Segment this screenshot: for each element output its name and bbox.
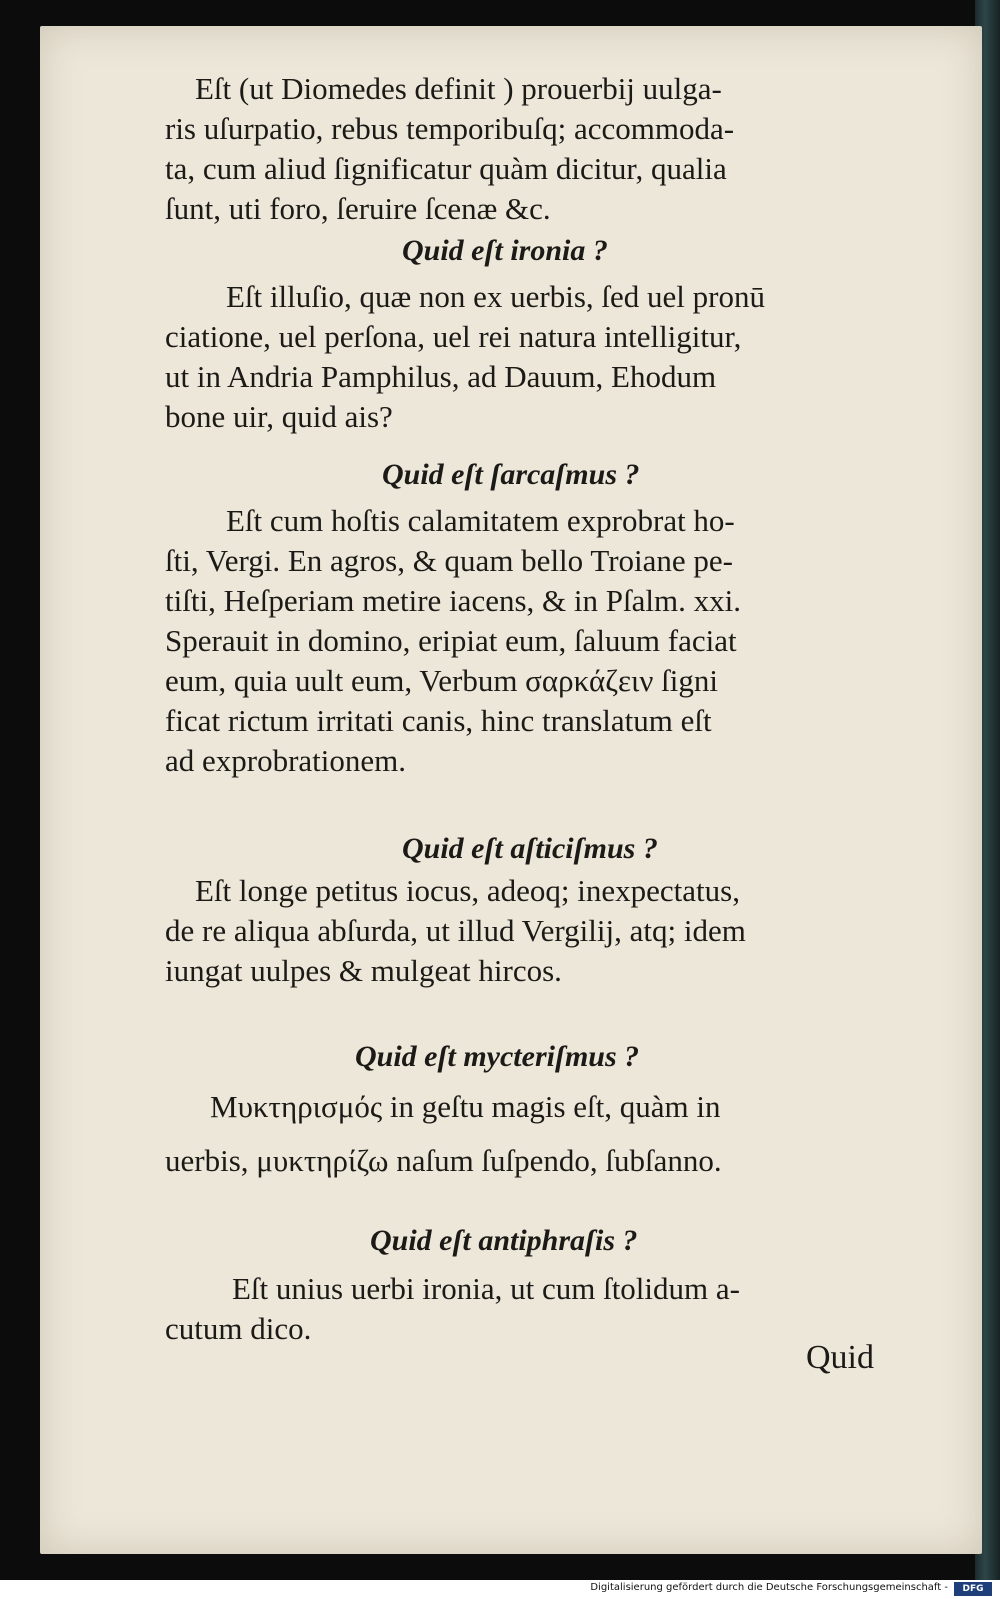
text-line: eum, quia uult eum, Verbum σαρκάζειν ſigni [165, 663, 718, 698]
text-line: Μυκτηρισμός in geſtu magis eſt, quàm in [210, 1089, 721, 1124]
text-line: Eſt unius uerbi ironia, ut cum ſtolidum a- [232, 1271, 740, 1306]
digitization-footer [0, 1580, 1000, 1599]
text-line: Eſt illuſio, quæ non ex uerbis, ſed uel pronū [226, 279, 765, 314]
section-heading-sarcasmus: Quid eſt ſarcaſmus ? [382, 458, 640, 491]
text-line: Sperauit in domino, eripiat eum, ſaluum faciat [165, 623, 737, 658]
catchword: Quid [806, 1339, 874, 1376]
text-line: de re aliqua abſurda, ut illud Vergilij, atq; idem [165, 913, 746, 948]
text-line: ta, cum aliud ſignificatur quàm dicitur, qualia [165, 151, 727, 186]
text-line: Eſt longe petitus iocus, adeoq; inexpectatus, [195, 873, 740, 908]
text-line: ciatione, uel perſona, uel rei natura intelligitur, [165, 319, 742, 354]
text-line: ut in Andria Pamphilus, ad Dauum, Ehodum [165, 359, 717, 394]
text-line: bone uir, quid ais? [165, 399, 393, 434]
text-line: ris uſurpatio, rebus temporibuſq; accommoda- [165, 111, 735, 146]
text-line: ſunt, uti foro, ſeruire ſcenæ &c. [165, 191, 551, 226]
text-line: iungat uulpes & mulgeat hircos. [165, 953, 562, 988]
section-heading-mycterismus: Quid eſt mycteriſmus ? [355, 1040, 640, 1073]
book-page [40, 26, 982, 1554]
text-line: Eſt (ut Diomedes definit ) prouerbij uulga- [195, 71, 722, 106]
section-heading-antiphrasis: Quid eſt antiphraſis ? [370, 1224, 638, 1257]
section-heading-ironia: Quid eſt ironia ? [402, 234, 608, 267]
text-line: Eſt cum hoſtis calamitatem exprobrat ho- [226, 503, 735, 538]
text-line: ficat rictum irritati canis, hinc translatum eſt [165, 703, 712, 738]
text-line: ad exprobrationem. [165, 743, 407, 778]
text-line: ſti, Vergi. En agros, & quam bello Troiane pe- [165, 543, 733, 578]
text-line: cutum dico. [165, 1311, 312, 1346]
funding-credit: Digitalisierung gefördert durch die Deutsche Forschungsgemeinschaft - [590, 1582, 948, 1593]
section-heading-asticismus: Quid eſt aſticiſmus ? [402, 832, 658, 865]
text-line: tiſti, Heſperiam metire iacens, & in Pſalm. xxi. [165, 583, 741, 618]
dfg-logo-icon: DFG [954, 1582, 992, 1596]
text-line: uerbis, μυκτηρίζω naſum ſuſpendo, ſubſanno. [165, 1143, 722, 1178]
